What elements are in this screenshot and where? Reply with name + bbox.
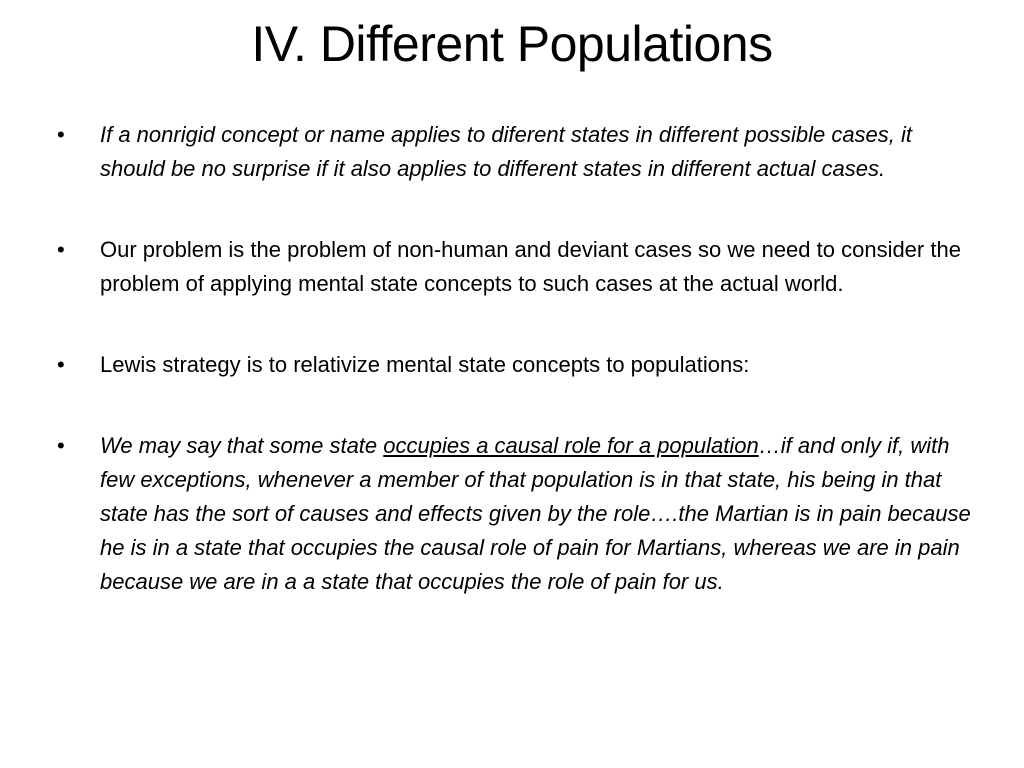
underlined-phrase: occupies a causal role for a population	[383, 433, 759, 458]
slide-title: IV. Different Populations	[251, 16, 773, 72]
bullet-dot-icon: •	[57, 237, 65, 262]
bullet-list	[57, 118, 972, 599]
bullet-item-4	[57, 429, 972, 599]
bullet-item-3	[57, 348, 972, 382]
bullet-text-3: Lewis strategy is to relativize mental state concepts to populations:	[100, 352, 750, 377]
bullet-dot-icon: •	[57, 433, 65, 458]
bullet-text-2: Our problem is the problem of non-human and deviant cases so we need to consider the problem of applying mental state concepts to such cases at the actual world.	[100, 237, 961, 296]
bullet-item-1	[57, 118, 972, 186]
bullet-item-2	[57, 233, 972, 301]
bullet-text-1: If a nonrigid concept or name applies to diferent states in different possible cases, it should be no surprise if it also applies to different states in different actual cases.	[100, 122, 913, 181]
bullet-dot-icon: •	[57, 352, 65, 377]
bullet-text-4-start: We may say that some state	[100, 433, 384, 458]
bullet-dot-icon: •	[57, 122, 65, 147]
bullet-text-4-end: …if and only if, with few exceptions, whenever a member of that population is in that state, his being in that state has the sort of causes and effects given by the role….the Martian is in pain because he is in a state that occupies the causal role of pain for Martians, whereas we are in pain because we are in a a state that occupies the role of pain for us.	[100, 433, 971, 594]
